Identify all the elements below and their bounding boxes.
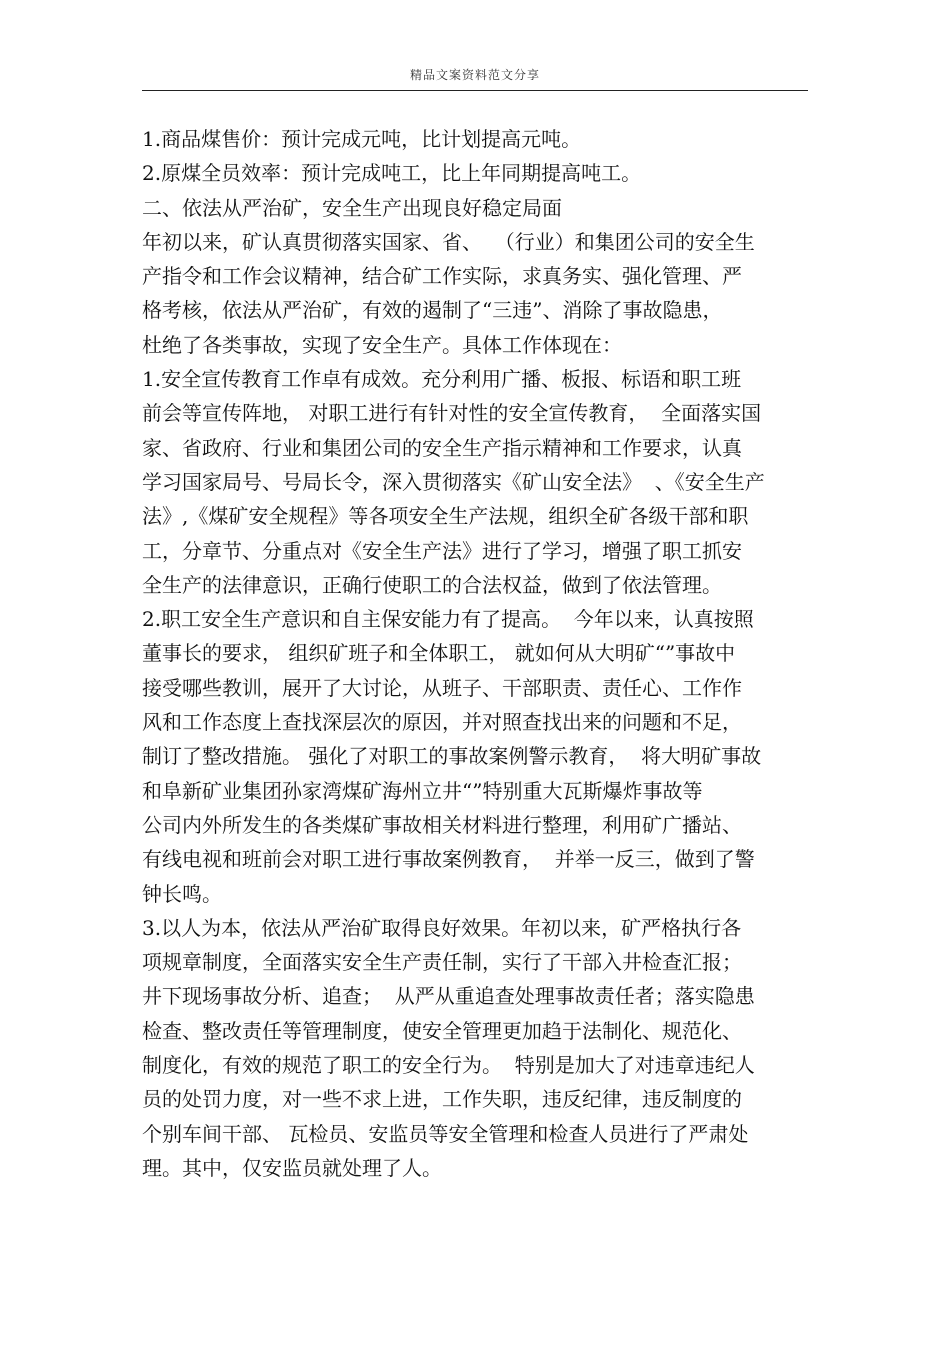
text-line: 风和工作态度上查找深层次的原因，并对照查找出来的问题和不足， [142, 710, 742, 735]
document-body [142, 122, 808, 1185]
page-header-title: 精品文案资料范文分享 [409, 68, 540, 82]
text-line: 1.商品煤售价：预计完成元吨，比计划提高元吨。 [142, 127, 582, 151]
text-line: 井下现场事故分析、追查； 从严从重追查处理事故责任者；落实隐患 [142, 984, 755, 1009]
text-line: 接受哪些教训，展开了大讨论，从班子、干部职责、责任心、工作作 [142, 675, 742, 700]
text-line: 钟长鸣。 [142, 881, 222, 906]
text-line: 公司内外所发生的各类煤矿事故相关材料进行整理，利用矿广播站、 [142, 812, 742, 837]
text-line: 3.以人为本，依法从严治矿取得良好效果。年初以来，矿严格执行各 [142, 915, 742, 940]
section-heading: 二、依法从严治矿，安全生产出现良好稳定局面 [142, 195, 562, 220]
text-line: 年初以来，矿认真贯彻落实国家、省、 （行业）和集团公司的安全生 [142, 229, 755, 254]
text-line: 董事长的要求， 组织矿班子和全体职工， 就如何从大明矿“”事故中 [142, 641, 736, 666]
text-line: 2.原煤全员效率：预计完成吨工，比上年同期提高吨工。 [142, 161, 642, 186]
text-line: 制度化，有效的规范了职工的安全行为。 特别是加大了对违章违纪人 [142, 1053, 755, 1078]
text-line: 家、省政府、行业和集团公司的安全生产指示精神和工作要求，认真 [142, 435, 742, 460]
text-line: 1.安全宣传教育工作卓有成效。充分利用广播、板报、标语和职工班 [142, 367, 742, 392]
text-line: 制订了整改措施。 强化了对职工的事故案例警示教育， 将大明矿事故 [142, 744, 762, 769]
header-divider [142, 90, 808, 91]
text-line: 理。其中，仅安监员就处理了人。 [142, 1155, 442, 1180]
text-line: 产指令和工作会议精神，结合矿工作实际，求真务实、强化管理、严 [142, 264, 742, 289]
text-line: 个别车间干部、 瓦检员、安监员等安全管理和检查人员进行了严肃处 [142, 1121, 749, 1146]
text-line: 2.职工安全生产意识和自主保安能力有了提高。 今年以来，认真按照 [142, 607, 754, 632]
text-line: 学习国家局号、号局长令，深入贯彻落实《矿山安全法》 、《安全生产 [142, 469, 765, 494]
text-line: 全生产的法律意识，正确行使职工的合法权益，做到了依法管理。 [142, 572, 722, 597]
text-line: 格考核，依法从严治矿，有效的遏制了“三违”、消除了事故隐患， [142, 298, 723, 323]
text-line: 有线电视和班前会对职工进行事故案例教育， 并举一反三，做到了警 [142, 847, 755, 872]
text-line: 前会等宣传阵地， 对职工进行有针对性的安全宣传教育， 全面落实国 [142, 401, 762, 426]
text-line: 员的处罚力度，对一些不求上进，工作失职，违反纪律，违反制度的 [142, 1087, 742, 1112]
text-line: 工，分章节、分重点对《安全生产法》进行了学习，增强了职工抓安 [142, 538, 742, 563]
text-line: 法》,《煤矿安全规程》等各项安全生产法规，组织全矿各级干部和职 [142, 504, 749, 529]
text-line: 项规章制度，全面落实安全生产责任制，实行了干部入井检查汇报； [142, 950, 742, 975]
text-line: 杜绝了各类事故，实现了安全生产。具体工作体现在： [142, 332, 622, 357]
text-line: 和阜新矿业集团孙家湾煤矿海州立井“”特别重大瓦斯爆炸事故等 [142, 778, 703, 803]
text-line: 检查、整改责任等管理制度，使安全管理更加趋于法制化、规范化、 [142, 1018, 742, 1043]
